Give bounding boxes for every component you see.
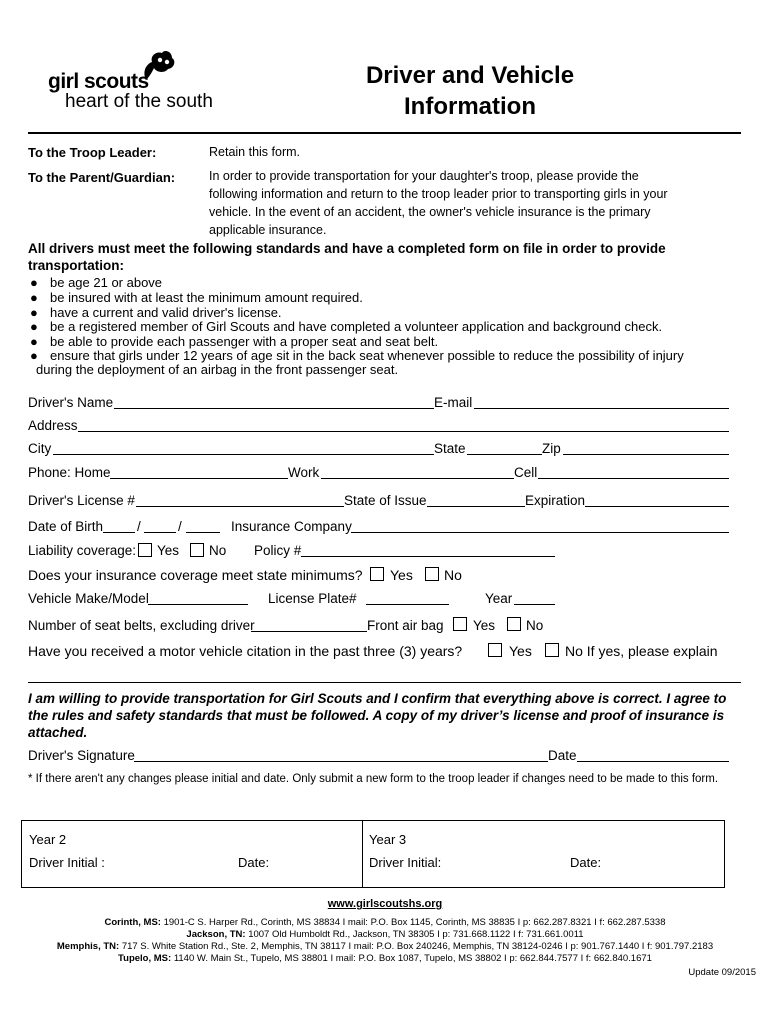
agreement-statement: I am willing to provide transportation for Girl Scouts and I confirm that everything above is correct. I agree to the rules and safety standards that must be followed. A copy of my driver’s license and proof of insurance is attached. [28, 691, 727, 740]
year2-date-label[interactable]: Date: [238, 855, 270, 870]
office-details: 1901-C S. Harper Rd., Corinth, MS 38834 I mail: P.O. Box 1145, Corinth, MS 38835 I p: 662.287.8321 I f: 662.287.5338 [163, 917, 666, 928]
office-city: Jackson, TN: [186, 929, 246, 940]
website-link[interactable]: www.girlscoutshs.org [327, 898, 443, 910]
parent-line: applicable insurance. [209, 223, 327, 237]
liability-label: Liability coverage: [28, 543, 137, 558]
renewal-divider [362, 821, 363, 887]
year2-initial-label[interactable]: Driver Initial : [29, 855, 105, 870]
license-label: Driver's License # [28, 493, 135, 508]
update-date: Update 09/2015 [688, 967, 756, 978]
phone-home-field[interactable] [110, 478, 288, 479]
expiration-field[interactable] [585, 506, 729, 507]
office-details: 1140 W. Main St., Tupelo, MS 38801 I mail: P.O. Box 1087, Tupelo, MS 38802 I p: 662.844.7577 I f: 662.840.1671 [173, 953, 652, 964]
state-min-no-checkbox[interactable] [425, 567, 439, 581]
email-label: E-mail [434, 395, 473, 410]
insurance-company-field[interactable] [351, 532, 729, 533]
policy-label: Policy # [254, 543, 302, 558]
front-airbag-label: Front air bag [367, 618, 444, 633]
address-label: Address [28, 418, 78, 433]
renewal-initials-box [21, 820, 725, 888]
phone-home-label: Phone: Home [28, 465, 111, 480]
seat-belts-label: Number of seat belts, excluding driver [28, 618, 255, 633]
address-field[interactable] [78, 431, 729, 432]
parent-line: vehicle. In the event of an accident, the owner's vehicle insurance is the primary [209, 205, 651, 219]
cell-label: Cell [514, 465, 538, 480]
license-plate-field[interactable] [366, 604, 449, 605]
citation-yes-label: Yes [509, 643, 532, 659]
airbag-yes-checkbox[interactable] [453, 617, 467, 631]
liability-no-label: No [209, 543, 227, 558]
logo-line1: girl scouts [48, 70, 149, 93]
email-field[interactable] [474, 408, 729, 409]
standards-heading: All drivers must meet the following standards and have a completed form on file in order to provide transportation: [28, 241, 666, 273]
logo-line2: heart of the south [65, 91, 213, 112]
state-min-no-label: No [444, 567, 462, 583]
year2-label: Year 2 [29, 832, 67, 847]
title-line2: Information [404, 93, 536, 120]
zip-label: Zip [542, 441, 561, 456]
state-min-yes-label: Yes [390, 567, 413, 583]
vehicle-make-model-label: Vehicle Make/Model [28, 591, 149, 606]
page-title [360, 60, 580, 122]
parent-guardian-label: To the Parent/Guardian: [28, 170, 176, 185]
citation-no-explain-label: No If yes, please explain [565, 643, 718, 659]
state-field[interactable] [467, 454, 542, 455]
parent-line: following information and return to the troop leader prior to transporting girls in your [209, 187, 668, 201]
troop-leader-label: To the Troop Leader: [28, 145, 157, 160]
parent-guardian-text [209, 167, 729, 239]
citation-yes-checkbox[interactable] [488, 643, 502, 657]
footer-url-row [0, 898, 770, 911]
drivers-name-field[interactable] [114, 408, 434, 409]
liability-no-checkbox[interactable] [190, 543, 204, 557]
year3-initial-label[interactable]: Driver Initial: [369, 855, 442, 870]
office-memphis [0, 941, 770, 953]
troop-leader-text: Retain this form. [209, 145, 301, 159]
airbag-no-label: No [526, 618, 544, 633]
office-city: Memphis, TN: [56, 941, 120, 952]
office-city: Corinth, MS: [104, 917, 161, 928]
office-details: 717 S. White Station Rd., Ste. 2, Memphis, TN 38117 I mail: P.O. Box 240246, Memphis, TN 38124-0246 I p: 901.767.1440 I f: 901.797.2183 [121, 941, 714, 952]
dob-year-field[interactable] [186, 532, 220, 533]
city-field[interactable] [53, 454, 434, 455]
office-details: 1007 Old Humboldt Rd., Jackson, TN 38305 I p: 731.668.1122 I f: 731.661.0011 [248, 929, 584, 940]
citation-question: Have you received a motor vehicle citation in the past three (3) years? [28, 643, 463, 659]
parent-line: In order to provide transportation for your daughter's troop, please provide the [209, 169, 639, 183]
airbag-yes-label: Yes [473, 618, 496, 633]
year3-date-label[interactable]: Date: [570, 855, 602, 870]
vehicle-make-model-field[interactable] [148, 604, 248, 605]
header-divider [28, 132, 741, 134]
license-plate-label: License Plate# [268, 591, 357, 606]
state-label: State [434, 441, 466, 456]
office-city: Tupelo, MS: [118, 953, 172, 964]
city-label: City [28, 441, 52, 456]
dob-month-field[interactable] [103, 532, 135, 533]
expiration-label: Expiration [525, 493, 586, 508]
office-tupelo [0, 953, 770, 965]
vehicle-year-field[interactable] [514, 604, 555, 605]
citation-explain-field[interactable] [28, 682, 741, 683]
policy-field[interactable] [301, 556, 555, 557]
title-line1: Driver and Vehicle [365, 62, 575, 89]
liability-yes-checkbox[interactable] [138, 543, 152, 557]
cell-phone-field[interactable] [538, 478, 729, 479]
girl-scouts-logo [48, 50, 223, 120]
year-label: Year [485, 591, 513, 606]
dob-separator: / [137, 519, 141, 534]
insurance-company-label: Insurance Company [231, 519, 352, 534]
state-of-issue-label: State of Issue [344, 493, 427, 508]
work-label: Work [288, 465, 320, 480]
state-of-issue-field[interactable] [427, 506, 525, 507]
office-jackson [0, 929, 770, 941]
zip-field[interactable] [563, 454, 729, 455]
signature-field[interactable] [134, 761, 548, 762]
airbag-no-checkbox[interactable] [507, 617, 521, 631]
resubmit-note: * If there aren't any changes please initial and date. Only submit a new form to the troop leader if changes need to be made to this form. [28, 773, 719, 785]
office-corinth [0, 917, 770, 929]
license-field[interactable] [136, 506, 344, 507]
year3-label: Year 3 [369, 832, 407, 847]
drivers-name-label: Driver's Name [28, 395, 114, 410]
seat-belts-field[interactable] [251, 631, 367, 632]
signature-date-field[interactable] [577, 761, 729, 762]
dob-separator: / [178, 519, 182, 534]
citation-no-checkbox[interactable] [545, 643, 559, 657]
dob-day-field[interactable] [144, 532, 176, 533]
liability-yes-label: Yes [157, 543, 180, 558]
signature-date-label: Date [548, 748, 577, 763]
state-minimums-question: Does your insurance coverage meet state minimums? [28, 567, 363, 583]
state-min-yes-checkbox[interactable] [370, 567, 384, 581]
work-phone-field[interactable] [321, 478, 514, 479]
dob-label: Date of Birth [28, 519, 104, 534]
signature-label: Driver's Signature [28, 748, 135, 763]
